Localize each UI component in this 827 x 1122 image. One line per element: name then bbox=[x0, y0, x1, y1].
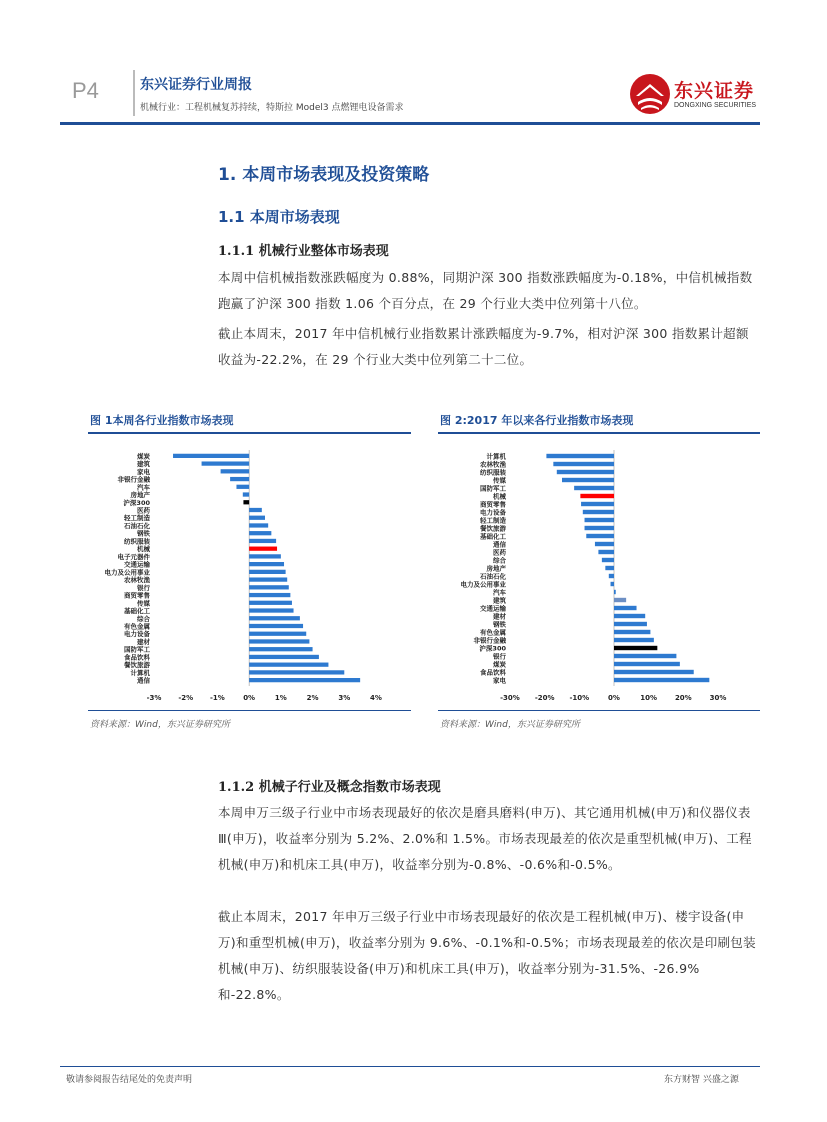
bar-纺织服装 bbox=[249, 539, 276, 543]
category-label: 国防军工 bbox=[124, 645, 150, 654]
category-label: 沪深300 bbox=[479, 644, 506, 653]
bar-综合 bbox=[602, 558, 614, 562]
category-label: 农林牧渔 bbox=[480, 460, 506, 469]
bar-轻工制造 bbox=[585, 518, 614, 522]
paragraph-3: 本周申万三级子行业中市场表现最好的依次是磨具磨料(申万)、其它通用机械(申万)和仪器仪表Ⅲ(申万)，收益率分别为 5.2%、2.0%和 1.5%。市场表现最差的依次是重型机械(申万)、工程机械(申万)和机床工具(申万)，收益率分别为-0.8%、-0.6%和-0.5%。 bbox=[218, 805, 752, 872]
figure-2-rule bbox=[438, 432, 760, 434]
category-label: 医药 bbox=[493, 548, 506, 557]
bar-钢铁 bbox=[249, 531, 271, 535]
x-tick-label: 3% bbox=[338, 694, 351, 702]
category-label: 餐饮旅游 bbox=[124, 661, 150, 670]
bar-国防军工 bbox=[249, 647, 312, 651]
category-label: 食品饮料 bbox=[480, 668, 506, 677]
bar-电力及公用事业 bbox=[611, 582, 614, 586]
x-tick-label: -20% bbox=[534, 694, 555, 702]
category-label: 轻工制造 bbox=[480, 516, 506, 525]
bar-医药 bbox=[598, 550, 614, 554]
category-label: 家电 bbox=[137, 467, 150, 476]
category-label: 建材 bbox=[493, 612, 506, 621]
figure-1-bottom-rule bbox=[88, 710, 411, 711]
category-label: 商贸零售 bbox=[124, 591, 150, 600]
category-label: 商贸零售 bbox=[480, 500, 506, 509]
section-heading-1: 1. 本周市场表现及投资策略 bbox=[218, 165, 430, 185]
figure-2-chart bbox=[438, 440, 760, 708]
category-label: 纺织服装 bbox=[124, 537, 150, 546]
category-label: 传媒 bbox=[137, 599, 150, 608]
bar-非银行金融 bbox=[230, 477, 249, 481]
category-label: 房地产 bbox=[486, 564, 506, 573]
bar-家电 bbox=[221, 469, 250, 473]
x-tick-label: 20% bbox=[674, 694, 692, 702]
bar-综合 bbox=[249, 616, 300, 620]
bar-商贸零售 bbox=[581, 502, 614, 506]
bar-银行 bbox=[249, 585, 289, 589]
figure-2-title: 图 2:2017 年以来各行业指数市场表现 bbox=[440, 414, 634, 427]
header-divider bbox=[133, 70, 135, 116]
bar-计算机 bbox=[249, 670, 344, 674]
bar-有色金属 bbox=[614, 630, 650, 634]
bar-餐饮旅游 bbox=[585, 526, 614, 530]
bar-医药 bbox=[249, 508, 262, 512]
category-label: 煤炭 bbox=[137, 452, 150, 461]
category-label: 轻工制造 bbox=[124, 514, 150, 523]
x-tick-label: 4% bbox=[370, 694, 382, 702]
bar-交通运输 bbox=[614, 606, 637, 610]
footer-rule bbox=[60, 1066, 760, 1067]
category-label: 机械 bbox=[493, 492, 506, 501]
bar-食品饮料 bbox=[614, 670, 694, 674]
category-label: 计算机 bbox=[486, 452, 506, 461]
bar-机械 bbox=[580, 494, 614, 498]
bar-汽车 bbox=[614, 590, 616, 594]
paragraph-4: 截止本周末，2017 年申万三级子行业中市场表现最好的依次是工程机械(申万)、楼宇设备(申万)和重型机械(申万)，收益率分别为 9.6%、-0.1%和-0.5%；市场表现最差的依次是印刷包装机械(申万)、纺织服装设备(申万)和机床工具(申万)，收益率分别为-31.5%、-26.9%和-22.8%。 bbox=[218, 909, 756, 1002]
bar-家电 bbox=[614, 678, 709, 682]
category-label: 电子元器件 bbox=[117, 552, 150, 561]
x-tick-label: 10% bbox=[640, 694, 658, 702]
x-tick-label: 30% bbox=[709, 694, 727, 702]
category-label: 沪深300 bbox=[123, 498, 150, 507]
category-label: 纺织服装 bbox=[480, 468, 506, 477]
category-label: 房地产 bbox=[130, 491, 150, 500]
bar-传媒 bbox=[562, 478, 614, 482]
bar-建筑 bbox=[202, 461, 250, 465]
footer-slogan: 东方财智 兴盛之源 bbox=[664, 1075, 739, 1085]
category-label: 建材 bbox=[137, 637, 150, 646]
category-label: 石油石化 bbox=[480, 572, 506, 581]
category-label: 建筑 bbox=[137, 460, 150, 469]
bar-电子元器件 bbox=[249, 554, 281, 558]
x-tick-label: -3% bbox=[146, 694, 162, 702]
section-heading-1-1-1: 1.1.1 机械行业整体市场表现 bbox=[218, 244, 389, 259]
bar-通信 bbox=[249, 678, 360, 682]
bar-电力设备 bbox=[249, 632, 306, 636]
paragraph-1: 本周中信机械指数涨跌幅度为 0.88%，同期沪深 300 指数涨跌幅度为-0.18%，中信机械指数跑赢了沪深 300 指数 1.06 个百分点，在 29 个行业大类中位列第十八位。 bbox=[218, 270, 753, 311]
logo-cn-text: 东兴证券 bbox=[674, 80, 755, 102]
bar-建材 bbox=[249, 639, 309, 643]
header-rule bbox=[60, 122, 760, 125]
section-heading-1-1: 1.1 本周市场表现 bbox=[218, 208, 340, 226]
figure-2-source: 资料来源：Wind，东兴证券研究所 bbox=[440, 720, 580, 730]
bar-国防军工 bbox=[574, 486, 614, 490]
bar-电力及公用事业 bbox=[249, 570, 285, 574]
bar-农林牧渔 bbox=[249, 577, 287, 581]
bar-餐饮旅游 bbox=[249, 663, 328, 667]
category-label: 煤炭 bbox=[493, 660, 506, 669]
bar-计算机 bbox=[546, 454, 614, 458]
category-label: 电力及公用事业 bbox=[104, 568, 150, 577]
category-label: 通信 bbox=[137, 676, 150, 685]
figure-2-bottom-rule bbox=[438, 710, 760, 711]
category-label: 非银行金融 bbox=[117, 475, 150, 484]
bar-建材 bbox=[614, 614, 645, 618]
category-label: 钢铁 bbox=[493, 620, 506, 629]
category-label: 非银行金融 bbox=[473, 636, 506, 645]
bar-钢铁 bbox=[614, 622, 647, 626]
logo-en-text: DONGXING SECURITIES bbox=[674, 102, 757, 109]
bar-有色金属 bbox=[249, 624, 303, 628]
category-label: 交通运输 bbox=[124, 560, 150, 569]
bar-银行 bbox=[614, 654, 676, 658]
bar-煤炭 bbox=[173, 454, 249, 458]
bar-轻工制造 bbox=[249, 516, 265, 520]
category-label: 餐饮旅游 bbox=[480, 524, 506, 533]
category-label: 综合 bbox=[493, 556, 506, 565]
page-number: P4 bbox=[72, 78, 99, 103]
bar-煤炭 bbox=[614, 662, 680, 666]
category-label: 综合 bbox=[137, 614, 150, 623]
category-label: 机械 bbox=[137, 545, 150, 554]
category-label: 建筑 bbox=[493, 596, 506, 605]
bar-非银行金融 bbox=[614, 638, 654, 642]
bar-石油石化 bbox=[609, 574, 614, 578]
x-tick-label: -10% bbox=[569, 694, 590, 702]
category-label: 医药 bbox=[137, 506, 150, 515]
bar-沪深300 bbox=[614, 646, 657, 650]
report-subtitle: 机械行业：工程机械复苏持续，特斯拉 Model3 点燃锂电设备需求 bbox=[140, 103, 404, 113]
bar-食品饮料 bbox=[249, 655, 319, 659]
category-label: 电力设备 bbox=[124, 630, 150, 639]
category-label: 汽车 bbox=[493, 588, 506, 597]
footer-disclaimer: 敬请参阅报告结尾处的免责声明 bbox=[66, 1075, 193, 1085]
x-tick-label: 2% bbox=[306, 694, 319, 702]
x-tick-label: 0% bbox=[608, 694, 620, 702]
x-tick-label: 0% bbox=[243, 694, 256, 702]
category-label: 基础化工 bbox=[124, 607, 150, 616]
x-tick-label: -1% bbox=[210, 694, 225, 702]
x-tick-label: -30% bbox=[500, 694, 520, 702]
figure-1-chart bbox=[88, 440, 411, 708]
bar-汽车 bbox=[236, 485, 249, 489]
company-logo bbox=[628, 72, 758, 116]
category-label: 家电 bbox=[493, 676, 506, 685]
category-label: 交通运输 bbox=[480, 604, 506, 613]
bar-沪深300 bbox=[243, 500, 249, 504]
category-label: 汽车 bbox=[137, 483, 150, 492]
category-label: 计算机 bbox=[130, 668, 150, 677]
bar-纺织服装 bbox=[557, 470, 614, 474]
x-tick-label: 1% bbox=[274, 694, 287, 702]
category-label: 国防军工 bbox=[480, 484, 506, 493]
figure-1-title: 图 1本周各行业指数市场表现 bbox=[90, 414, 234, 427]
bar-电力设备 bbox=[583, 510, 614, 514]
section-heading-1-1-2: 1.1.2 机械子行业及概念指数市场表现 bbox=[218, 780, 441, 795]
category-label: 有色金属 bbox=[480, 628, 506, 637]
category-label: 食品饮料 bbox=[124, 653, 150, 662]
report-title: 东兴证券行业周报 bbox=[140, 77, 252, 93]
category-label: 银行 bbox=[493, 652, 506, 661]
bar-石油石化 bbox=[249, 523, 268, 527]
bar-传媒 bbox=[249, 601, 292, 605]
category-label: 农林牧渔 bbox=[124, 576, 150, 585]
category-label: 基础化工 bbox=[480, 532, 506, 541]
bar-农林牧渔 bbox=[553, 462, 614, 466]
bar-通信 bbox=[595, 542, 614, 546]
category-label: 通信 bbox=[493, 540, 506, 549]
bar-基础化工 bbox=[586, 534, 614, 538]
figure-1-rule bbox=[88, 432, 411, 434]
bar-基础化工 bbox=[249, 608, 293, 612]
logo-mark-icon bbox=[628, 72, 672, 116]
bar-房地产 bbox=[605, 566, 614, 570]
category-label: 电力设备 bbox=[480, 508, 506, 517]
bar-商贸零售 bbox=[249, 593, 290, 597]
category-label: 传媒 bbox=[493, 476, 506, 485]
figure-1-source: 资料来源：Wind，东兴证券研究所 bbox=[90, 720, 230, 730]
bar-交通运输 bbox=[249, 562, 284, 566]
bar-建筑 bbox=[614, 598, 626, 602]
category-label: 有色金属 bbox=[124, 622, 150, 631]
bar-房地产 bbox=[243, 492, 249, 496]
paragraph-2: 截止本周末，2017 年中信机械行业指数累计涨跌幅度为-9.7%，相对沪深 300 指数累计超额收益为-22.2%，在 29 个行业大类中位列第二十二位。 bbox=[218, 326, 749, 367]
category-label: 钢铁 bbox=[137, 529, 150, 538]
category-label: 石油石化 bbox=[124, 521, 150, 530]
bar-机械 bbox=[249, 547, 277, 551]
x-tick-label: -2% bbox=[178, 694, 194, 702]
category-label: 电力及公用事业 bbox=[460, 580, 506, 589]
category-label: 银行 bbox=[137, 583, 150, 592]
